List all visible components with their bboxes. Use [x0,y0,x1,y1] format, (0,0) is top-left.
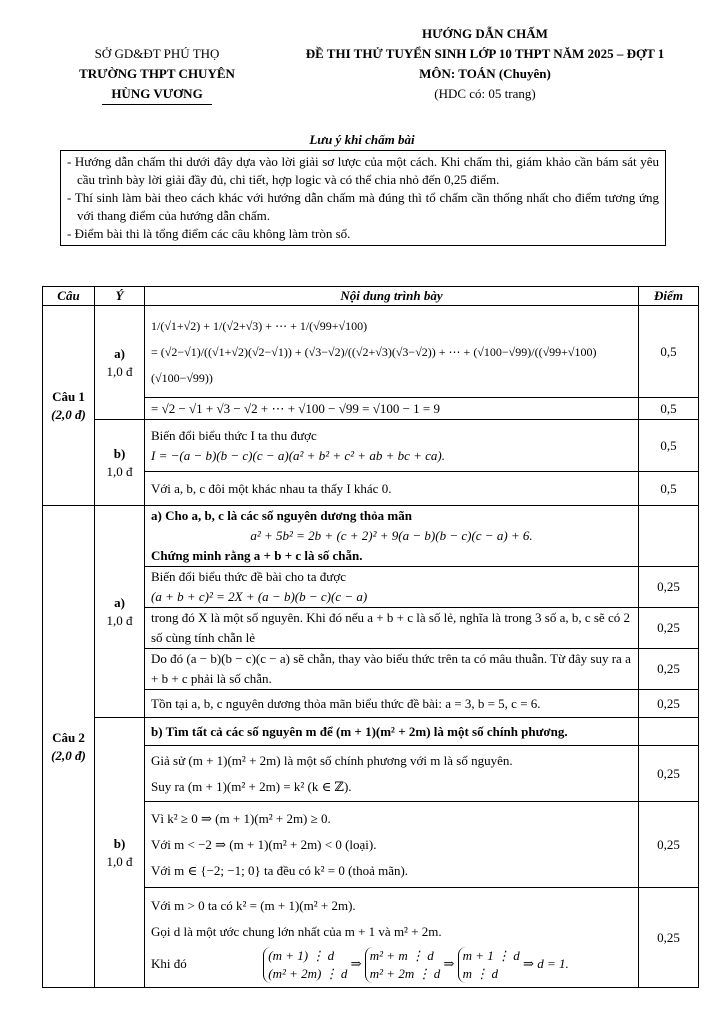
system-brace-1 [263,947,347,983]
q2b-l6: Với m > 0 ta có k² = (m + 1)(m² + 2m). [151,897,356,913]
sys-b2: m² + 2m ⋮ d [369,965,441,981]
sys-c2: m ⋮ d [462,965,499,981]
page-count: (HDC có: 05 trang) [434,86,536,101]
q2a-score2: 0,25 [639,608,699,649]
q1b-line1: Biến đổi biểu thức I ta thu được [151,427,317,443]
table-row [43,718,699,746]
q1b-score2: 0,5 [639,472,699,506]
note-item: - Điểm bài thi là tổng điểm các câu không làm tròn số. [67,226,351,241]
q2b-l5: Với m ∈ {−2; −1; 0} ta đều có k² = 0 (thoả mãn). [151,862,409,878]
q1a-score2: 0,5 [639,398,699,420]
q2a-prompt [145,506,639,567]
table-row [43,420,699,472]
sys-a2: (m² + 2m) ⋮ d [268,965,348,981]
sys-a1: (m + 1) ⋮ d [268,947,335,963]
q1b-line2: I = −(a − b)(b − c)(c − a)(a² + b² + c² + ab + bc + ca). [151,447,445,463]
q2b-l4: Với m < −2 ⇒ (m + 1)(m² + 2m) < 0 (loại). [151,836,377,852]
table-row [43,306,699,398]
q1a-points: 1,0 đ [106,363,133,379]
q1a-line3: = √2 − √1 + √3 − √2 + ⋯ + √100 − √99 = √100 − 1 = 9 [145,398,639,420]
q1b-content [145,420,639,472]
grading-table [42,286,699,988]
q2a-label: a) [114,594,125,610]
q2a-l3: trong đó X là một số nguyên. Khi đó nếu a + b + c là số lẻ, nghĩa là trong 3 số a, b, c sẽ có 2 số cùng tính chẵn lẻ [145,608,639,649]
q2-label: Câu 2 [52,729,85,745]
q2a-l2: (a + b + c)² = 2X + (a − b)(b − c)(c − a) [151,589,368,604]
header-underline [102,104,212,105]
sys-c1: m + 1 ⋮ d [462,947,520,963]
q2b-l2: Suy ra (m + 1)(m² + 2m) = k² (k ∈ ℤ). [151,778,352,794]
q2b-l8-lead: Khi đó [151,955,187,971]
exam-title: ĐỀ THI THỬ TUYỂN SINH LỚP 10 THPT NĂM 2025 – ĐỢT 1 [305,46,665,61]
q2a-l4: Do đó (a − b)(b − c)(c − a) sẽ chẵn, thay vào biểu thức trên ta có mâu thuẫn. Từ đây suy ra a + b + c phải là số chẵn. [145,649,639,690]
q1a-label-cell [95,306,145,420]
q2b-score3: 0,25 [639,888,699,988]
header-left [62,44,252,105]
doc-title: HƯỚNG DẪN CHẤM [422,26,548,41]
q1b-score1: 0,5 [639,420,699,472]
sys-b1: m² + m ⋮ d [369,947,434,963]
notes-title: Lưu ý khi chấm bài [309,132,415,147]
q2b-l7: Gọi d là một ước chung lớn nhất của m + 1 và m² + 2m. [151,923,442,939]
q2a-prompt2: a² + 5b² = 2b + (c + 2)² + 9(a − b)(b − c)(c − a) + 6. [250,528,533,543]
col-header-cau: Câu [43,287,95,306]
q2a-score-empty [639,506,699,567]
q2a-prompt1: a) Cho a, b, c là các số nguyên dương thỏa mãn [151,508,412,523]
q1a-line1: 1/(√1+√2) + 1/(√2+√3) + ⋯ + 1/(√99+√100) [151,318,368,333]
q2b-l1: Giả sử (m + 1)(m² + 2m) là một số chính phương với m là số nguyên. [151,752,513,768]
q2b-score2: 0,25 [639,802,699,888]
q2a-score3: 0,25 [639,649,699,690]
note-item: - Thí sinh làm bài theo cách khác với hướng dẫn chấm mà đúng thì tổ chấm cần thống nhất cho điểm tương ứng với thang điểm của hướng dẫn chấm. [67,190,659,223]
header-right [270,24,700,104]
q2b-step2 [145,802,639,888]
q2a-l5: Tồn tại a, b, c nguyên dương thỏa mãn biểu thức đề bài: a = 3, b = 5, c = 6. [145,690,639,718]
subject-line: MÔN: TOÁN (Chuyên) [419,66,551,81]
q1b-label: b) [113,445,126,461]
q2b-system-line: Khi đó (m + 1) ⋮ d (m² + 2m) ⋮ d ⇒ m² + m ⋮ d m² + 2m ⋮ d ⇒ m + 1 ⋮ d m ⋮ d ⇒ d = 1. [151,947,569,981]
col-header-content: Nội dung trình bày [145,287,639,306]
q2b-l8-end: ⇒ d = 1. [523,955,569,971]
q2a-score1: 0,25 [639,567,699,608]
q2b-score-empty [639,718,699,746]
q2a-points: 1,0 đ [106,612,133,628]
q2a-prompt3: Chứng minh rằng a + b + c là số chẵn. [151,548,363,563]
notes-box [60,150,666,246]
school-name-line2: HÙNG VƯƠNG [111,86,203,101]
q2b-label: b) [113,835,126,851]
q2-points: (2,0 đ) [51,747,86,763]
table-header-row [43,287,699,306]
q1-label-cell [43,306,95,506]
q1a-line2: = (√2−√1)/((√1+√2)(√2−√1)) + (√3−√2)/((√2+√3)(√3−√2)) + ⋯ + (√100−√99)/((√99+√100)(√100−√99)) [151,344,597,385]
q1b-label-cell [95,420,145,506]
q1a-label: a) [114,345,125,361]
q2b-step1 [145,746,639,802]
q2b-prompt: b) Tìm tất cả các số nguyên m để (m + 1)(m² + 2m) là một số chính phương. [145,718,639,746]
system-brace-2 [365,947,440,983]
school-name-line1: TRƯỜNG THPT CHUYÊN [79,66,235,81]
system-brace-3 [458,947,520,983]
q2a-step1 [145,567,639,608]
table-row [43,506,699,567]
q1a-content [145,306,639,398]
q2b-points: 1,0 đ [106,853,133,869]
q1b-points: 1,0 đ [106,463,133,479]
col-header-score: Điểm [639,287,699,306]
q2b-score1: 0,25 [639,746,699,802]
col-header-y: Ý [95,287,145,306]
q2-label-cell [43,506,95,988]
q1-label: Câu 1 [52,388,85,404]
q1a-score1: 0,5 [639,306,699,398]
note-item: - Hướng dẫn chấm thi dưới đây dựa vào lời giải sơ lược của một cách. Khi chấm thi, giám khảo cần bám sát yêu cầu trình bày lời giải đầy đủ, chi tiết, hợp logic và có thể chia nhỏ đến 0,25 điểm. [67,154,659,187]
q2a-l1: Biến đổi biểu thức đề bài cho ta được [151,569,346,584]
q2b-l3: Vì k² ≥ 0 ⇒ (m + 1)(m² + 2m) ≥ 0. [151,810,331,826]
q2a-score4: 0,25 [639,690,699,718]
q2a-label-cell [95,506,145,718]
q1-points: (2,0 đ) [51,406,86,422]
q2b-step3 [145,888,639,988]
q1b-line3: Với a, b, c đôi một khác nhau ta thấy I khác 0. [145,472,639,506]
q2b-label-cell [95,718,145,988]
department-name: SỞ GD&ĐT PHÚ THỌ [94,46,220,61]
